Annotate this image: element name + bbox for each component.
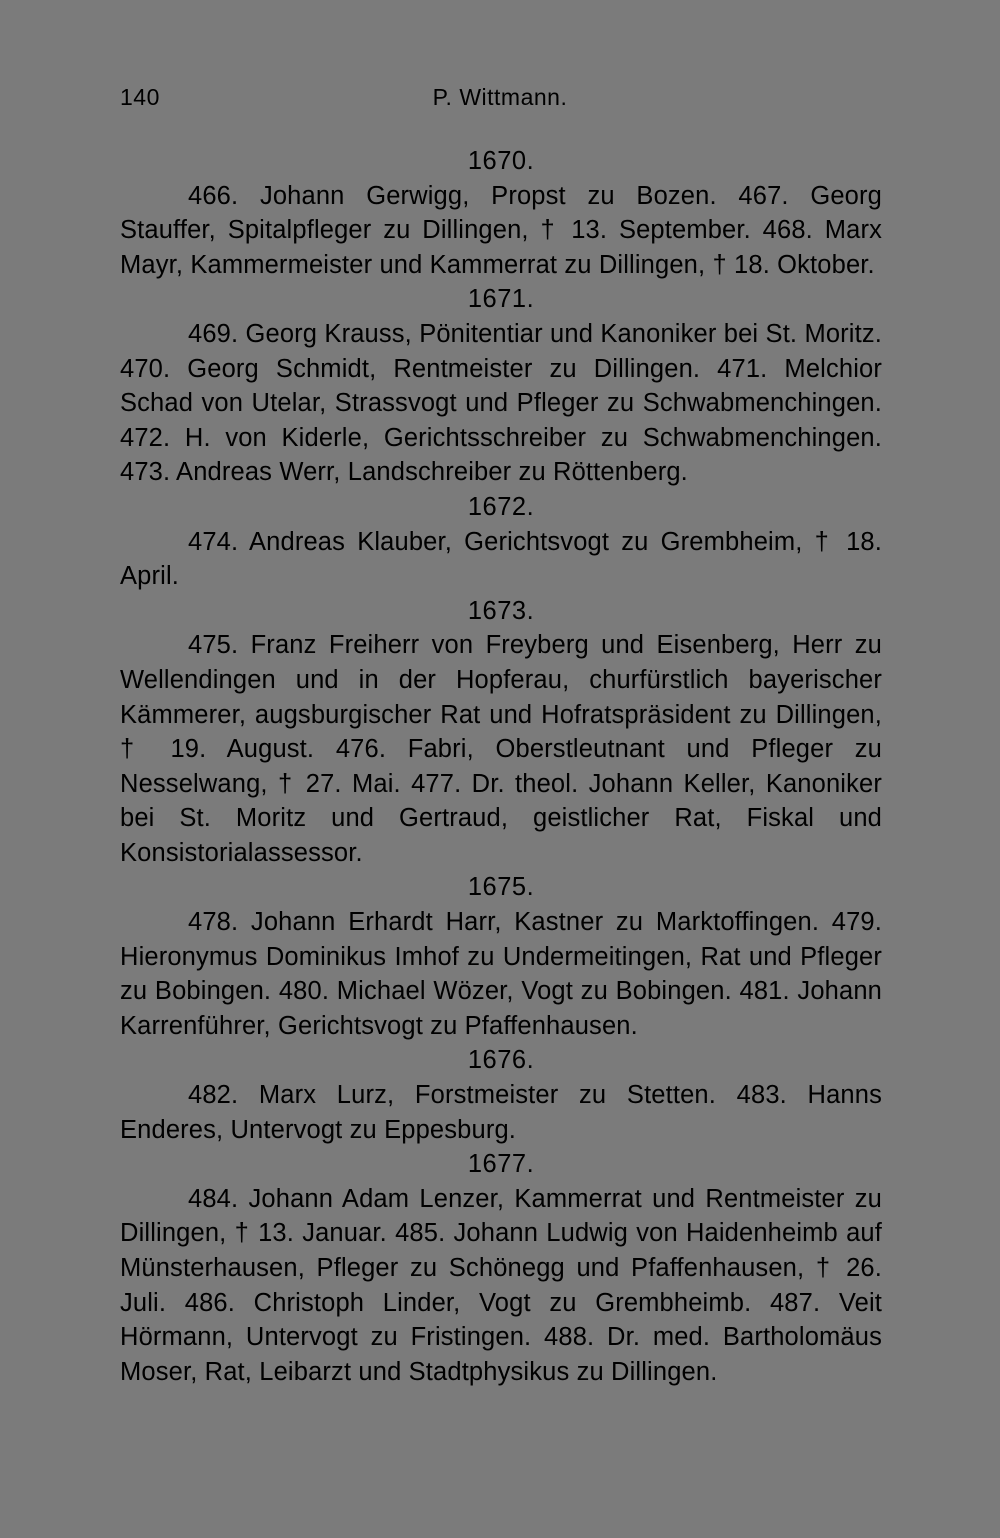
entry-paragraph: 469. Georg Krauss, Pönitentiar und Kanoniker bei St. Moritz. 470. Georg Schmidt, Rentmeister zu Dillingen. 471. Melchior Schad von Utelar, Strassvogt und Pfleger zu Schwabmenchingen. 472. H. von Kiderle, Gerichtsschreiber zu Schwabmenchingen. 473. Andreas Werr, Landschreiber zu Röttenberg. bbox=[120, 319, 882, 487]
entry-paragraph: 466. Johann Gerwigg, Propst zu Bozen. 467. Georg Stauffer, Spitalpfleger zu Dillingen, † 13. September. 468. Marx Mayr, Kammermeister und Kammerrat zu Dillingen, † 18. Oktober. bbox=[120, 181, 882, 279]
page-number: 140 bbox=[120, 84, 160, 110]
running-head: P. Wittmann. bbox=[432, 84, 568, 110]
year-heading: 1676. bbox=[467, 1046, 535, 1075]
page-header bbox=[120, 84, 880, 118]
entry-paragraph: 484. Johann Adam Lenzer, Kammerrat und Rentmeister zu Dillingen, † 13. Januar. 485. Johann Ludwig von Haidenheimb auf Münsterhausen, Pfleger zu Schönegg und Pfaffenhausen, † 26. Juli. 486. Christoph Linder, Vogt zu Grembheimb. 487. Veit Hörmann, Untervogt zu Fristingen. 488. Dr. med. Bartholomäus Moser, Rat, Leibarzt und Stadtphysikus zu Dillingen. bbox=[120, 1184, 882, 1386]
entry-paragraph: 478. Johann Erhardt Harr, Kastner zu Marktoffingen. 479. Hieronymus Dominikus Imhof zu Undermeitingen, Rat und Pfleger zu Bobingen. 480. Michael Wözer, Vogt zu Bobingen. 481. Johann Karrenführer, Gerichtsvogt zu Pfaffenhausen. bbox=[120, 908, 882, 1040]
year-heading: 1670. bbox=[467, 147, 535, 175]
entry-paragraph: 475. Franz Freiherr von Freyberg und Eisenberg, Herr zu Wellendingen und in der Hopferau, churfürstlich bayerischer Kämmerer, augsburgischer Rat und Hofratspräsident zu Dillingen, † 19. August. 476. Fabri, Oberstleutnant und Pfleger zu Nesselwang, † 27. Mai. 477. Dr. theol. Johann Keller, Kanoniker bei St. Moritz und Gertraud, geistlicher Rat, Fiskal und Konsistorialassessor. bbox=[120, 631, 882, 867]
year-heading: 1673. bbox=[467, 596, 535, 625]
page-body bbox=[120, 144, 882, 1389]
year-heading: 1675. bbox=[467, 873, 535, 902]
year-heading: 1671. bbox=[467, 285, 535, 314]
year-heading: 1677. bbox=[467, 1150, 535, 1179]
entry-paragraph: 482. Marx Lurz, Forstmeister zu Stetten. 483. Hanns Enderes, Untervogt zu Eppesburg. bbox=[120, 1081, 882, 1144]
year-heading: 1672. bbox=[467, 492, 535, 521]
entry-paragraph: 474. Andreas Klauber, Gerichtsvogt zu Grembheim, † 18. April. bbox=[120, 527, 882, 591]
